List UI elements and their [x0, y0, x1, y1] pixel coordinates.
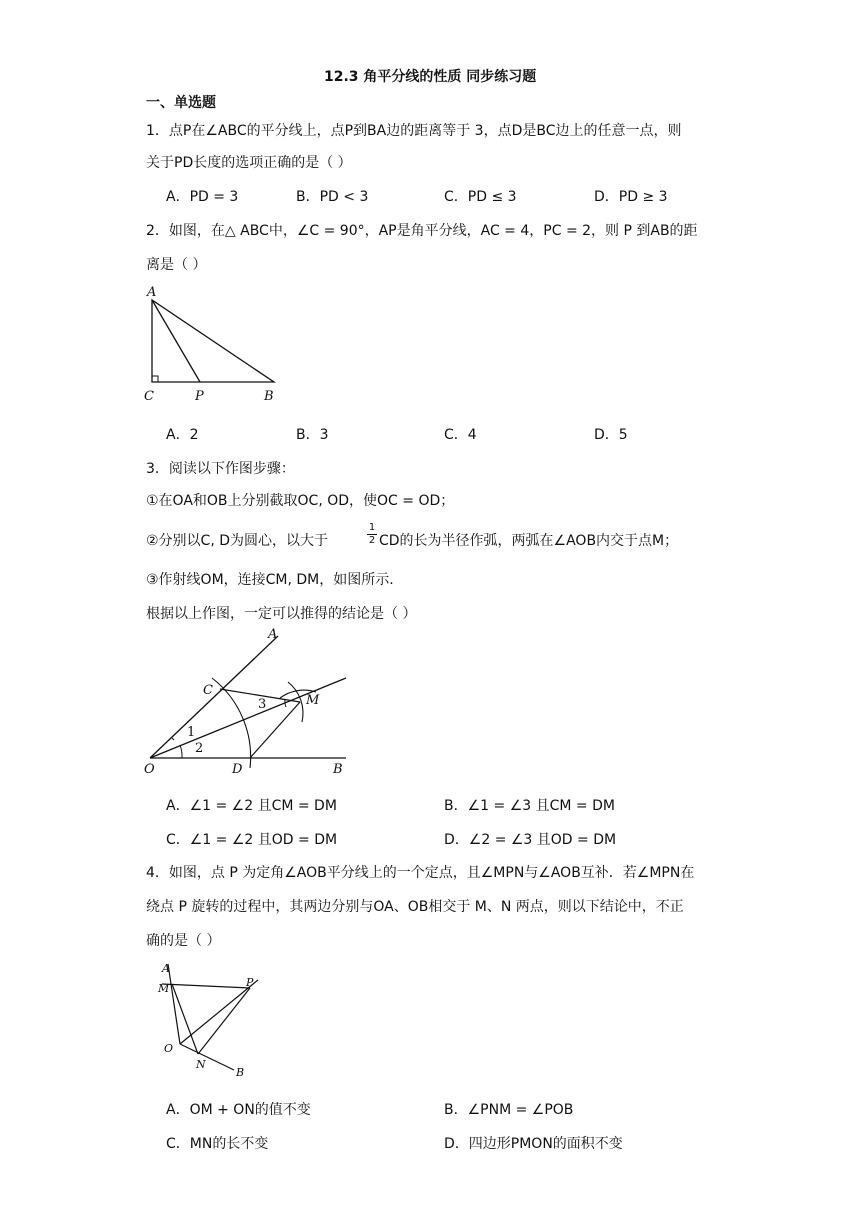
q2-option-d: D．5 — [594, 427, 628, 443]
q2-option-b: B．3 — [296, 427, 329, 443]
page-title: 12.3 角平分线的性质 同步练习题 — [324, 69, 537, 85]
q2-label-a: A — [147, 285, 157, 300]
q3-step-3: ③作射线OM，连接CM, DM，如图所示. — [146, 572, 394, 588]
q1-option-c: C．PD ≤ 3 — [444, 189, 517, 205]
q1-option-a: A．PD = 3 — [166, 189, 239, 205]
q2-label-p: P — [195, 389, 204, 404]
q2-line-2: 离是（ ） — [146, 257, 207, 273]
q2-option-a: A．2 — [166, 427, 199, 443]
q4-rotating-angle-figure — [154, 958, 274, 1082]
q3-label-c: C — [203, 683, 213, 698]
q3-line-1: 3．阅读以下作图步骤： — [146, 461, 295, 477]
q1-option-d: D．PD ≥ 3 — [594, 189, 668, 205]
q3-step-1: ①在OA和OB上分别截取OC, OD，使OC = OD； — [146, 493, 455, 509]
q2-label-b: B — [264, 389, 274, 404]
q4-option-a: A．OM + ON的值不变 — [166, 1102, 311, 1118]
q3-angle-label-2: 2 — [195, 741, 204, 756]
q3-label-a: A — [268, 627, 278, 642]
q3-angle-bisector-figure — [140, 626, 370, 778]
q4-option-b: B．∠PNM = ∠POB — [444, 1102, 574, 1118]
q4-line-3: 确的是（ ） — [146, 933, 221, 949]
q4-label-o: O — [164, 1042, 174, 1055]
q3-option-a: A．∠1 = ∠2 且CM = DM — [166, 798, 337, 814]
q3-angle-label-1: 1 — [187, 725, 196, 740]
q2-label-c: C — [144, 389, 154, 404]
q4-line-1: 4．如图，点 P 为定角∠AOB平分线上的一个定点，且∠MPN与∠AOB互补．若∠MPN在 — [146, 865, 695, 881]
q3-label-b: B — [333, 762, 343, 777]
section-heading: 一、单选题 — [146, 95, 216, 111]
q4-option-c: C．MN的长不变 — [166, 1136, 269, 1152]
q3-fraction-denominator: 2 — [368, 535, 376, 546]
q3-fraction — [367, 523, 377, 546]
q4-line-2: 绕点 P 旋转的过程中，其两边分别与OA、OB相交于 M、N 两点，则以下结论中，不正 — [146, 899, 684, 915]
q4-option-d: D．四边形PMON的面积不变 — [444, 1136, 623, 1152]
q4-label-m: M — [158, 982, 170, 995]
q3-step-2-part-2: CD的长为半径作弧，两弧在∠AOB内交于点M； — [379, 533, 679, 549]
q3-option-c: C．∠1 = ∠2 且OD = DM — [166, 832, 338, 848]
q3-fraction-numerator: 1 — [368, 522, 376, 533]
q4-label-b: B — [236, 1066, 245, 1079]
q2-triangle-figure — [140, 284, 290, 406]
q1-line-1: 1．点P在∠ABC的平分线上，点P到BA边的距离等于 3，点D是BC边上的任意一点，则 — [146, 123, 682, 139]
q2-option-c: C．4 — [444, 427, 477, 443]
q3-label-m: M — [306, 693, 320, 708]
q3-option-d: D．∠2 = ∠3 且OD = DM — [444, 832, 617, 848]
q2-line-1: 2．如图，在△ ABC中，∠C = 90°，AP是角平分线，AC = 4，PC = 2，则 P 到AB的距 — [146, 223, 698, 239]
q3-label-o: O — [144, 762, 155, 777]
q3-option-b: B．∠1 = ∠3 且CM = DM — [444, 798, 615, 814]
q3-label-d: D — [232, 762, 243, 777]
q3-step-2-part-1: ②分别以C, D为圆心，以大于 — [146, 533, 329, 549]
q1-line-2: 关于PD长度的选项正确的是（ ） — [146, 155, 352, 171]
q3-line-question: 根据以上作图，一定可以推得的结论是（ ） — [146, 606, 417, 622]
q4-label-n: N — [196, 1058, 206, 1071]
q4-label-a: A — [162, 962, 170, 975]
q4-label-p: P — [246, 976, 254, 989]
q1-option-b: B．PD < 3 — [296, 189, 369, 205]
q3-angle-label-3: 3 — [258, 697, 267, 712]
